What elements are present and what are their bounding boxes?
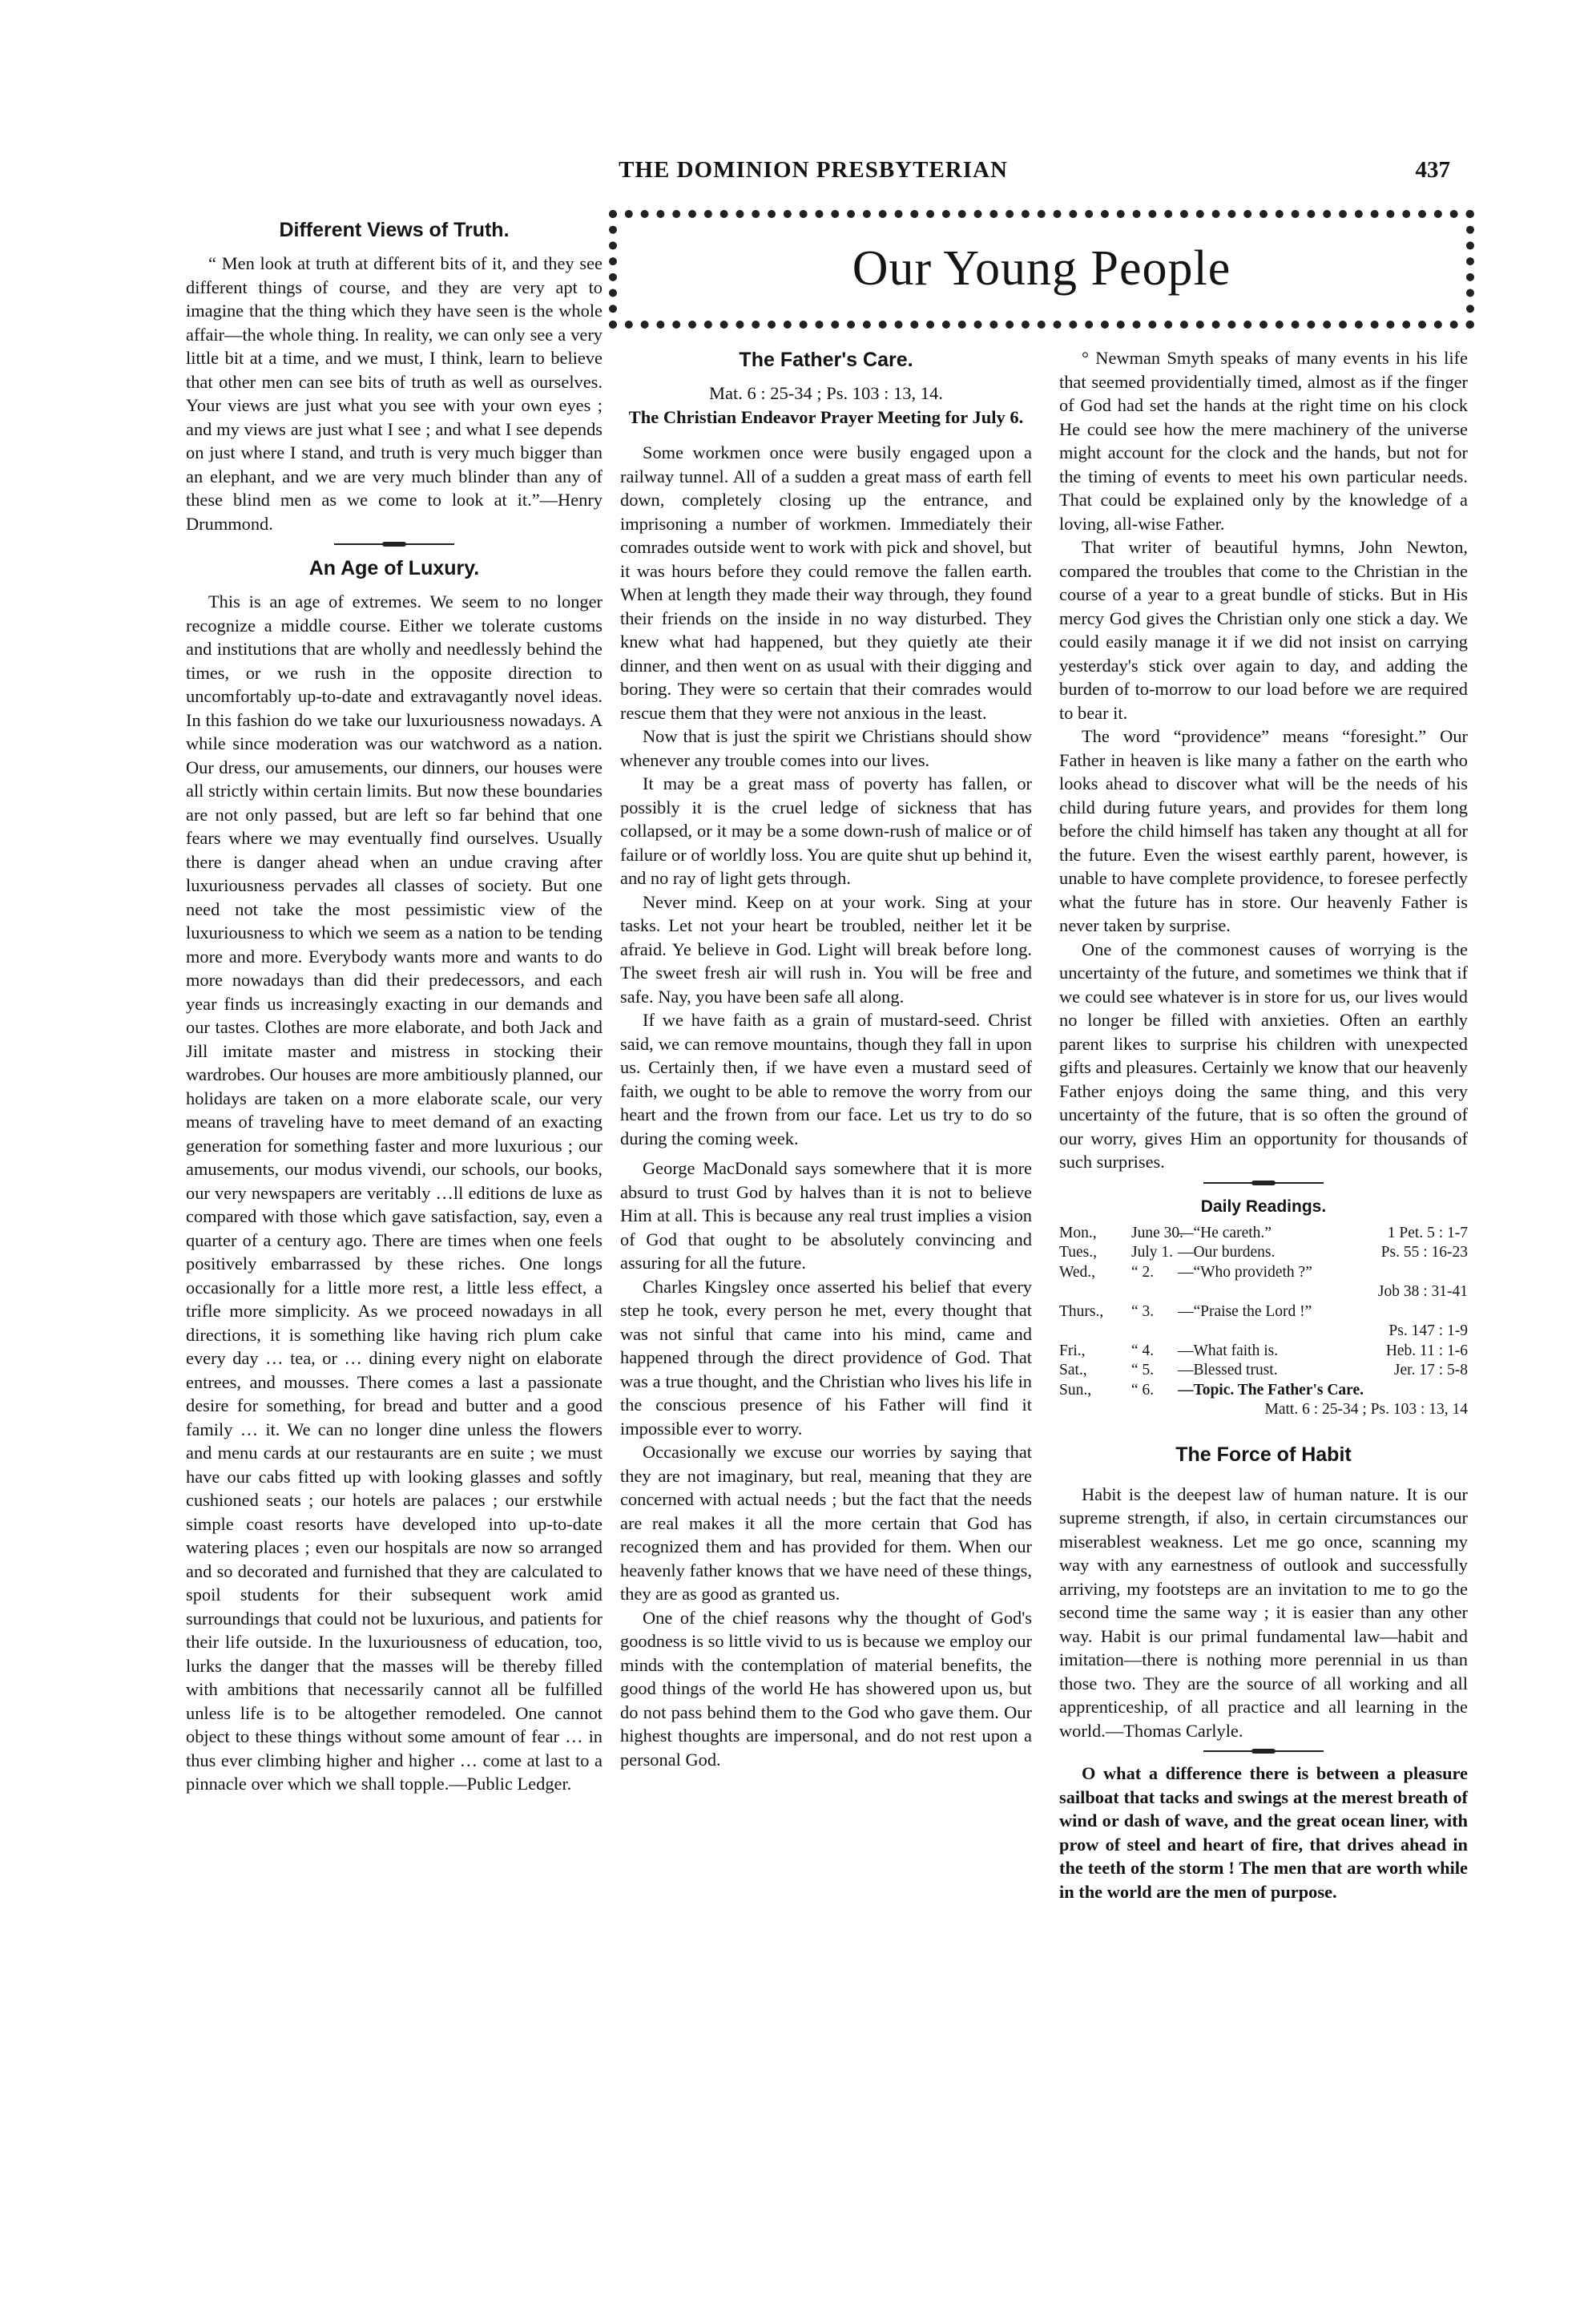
- reading-date: July 1.: [1131, 1244, 1174, 1261]
- reading-date: “ 4.: [1131, 1342, 1155, 1359]
- page-number: 437: [1415, 157, 1450, 183]
- divider-ornament: [1251, 1749, 1276, 1754]
- paragraph: One of the commonest causes of worrying is the uncertainty of the future, and sometimes we think that if we could see whatever is in store for us, our lives would no longer be filled with anxieties. Often an earthly parent likes to surprise his children with unexpected gifts and pleasures. Certainly we know that our heavenly Father enjoys doing the same thing, and this very uncertainty of the future, that is so often the ground of our worry, gives Him an opportunity for thousands of such surprises.: [1059, 938, 1468, 1172]
- reading-day: Sat.,: [1059, 1362, 1087, 1378]
- reading-row: [1059, 1302, 1468, 1322]
- reading-reference: Heb. 11 : 1-6: [1385, 1342, 1468, 1359]
- section-divider: [1203, 1750, 1324, 1752]
- paragraph: Some workmen once were busily engaged upon a railway tunnel. All of a sudden a great mass of earth fell down, completely closing up the entrance, and imprisoning a number of workmen. Immediately their comrades outside went to work with pick and shovel, but it was hours before they could remove the fallen earth. When at length they made their way through, they found their friends on the inside in no way disturbed. They knew what had happened, but they quietly ate their dinner, and then went on as usual with their digging and boring. They were so certain that their comrades would rescue them that they were not anxious in the least.: [620, 442, 1032, 723]
- reading-reference: Job 38 : 31-41: [1377, 1283, 1468, 1300]
- readings-title: Daily Readings.: [1200, 1197, 1327, 1216]
- reading-date: “ 5.: [1131, 1362, 1155, 1378]
- reading-title: —“Who provideth ?”: [1178, 1263, 1312, 1281]
- paragraph: It may be a great mass of poverty has fallen, or possibly it is the cruel ledge of sickness that has collapsed, or it may be a some down-rush of malice or of failure or of worldly loss. You are quite shut up behind it, and no ray of light gets through.: [620, 773, 1032, 888]
- reading-title: —What faith is.: [1178, 1342, 1279, 1359]
- article-body-age-of-luxury: This is an age of extremes. We seem to no longer recognize a middle course. Either we tolerate customs and institutions that are wholly and needlessly behind the times, or we rush in the opposite direction to uncomfortably up-to-date and extravagantly novel ideas. In this fashion do we take our luxuriousness nowadays. A while since moderation was our watchword as a nation. Our dress, our amusements, our dinners, our houses were all strictly within certain limits. But now these boundaries are not only passed, but are left so far behind that one fears where we may eventually find ourselves. Usually there is danger ahead when an undue craving after luxuriousness pervades all classes of society. But one need not take the most pessimistic view of the luxuriousness to which we seem as a nation to be tending more and more. Everybody wants more and wants to do more nowadays than did their predecessors, and each year finds us increasingly exacting in our demands and our tastes. Clothes are more elaborate, and both Jack and Jill imitate master and mistress in stocking their wardrobes. Our houses are more ambitiously planned, our holidays are taken on a more elaborate scale, our very means of traveling have to meet demand of an exacting generation for something faster and more luxurious ; our amusements, our modus vivendi, our schools, our books, our very newspapers are veritably …ll editions de luxe as compared with those which gave satisfaction, say, even a quarter of a century ago. There are times when one feels positively embarrassed by these riches. One longs occasionally for a little more rest, a little less effect, a trifle more simplicity. As we proceed nowadays in all directions, it is something like having rich plum cake every day … tea, or … dining every night on elaborate entrees, and mousses. There comes a last a passionate desire for something, for bread and butter and a good family … it. We can no longer dine unless the flowers and menu cards at our restaurants are en suite ; we must have our cabs fitted up with looking glasses and softly cushioned seats ; our hotels are palaces ; our erstwhile simple coast resorts have developed into up-to-date watering places ; even our hospitals are now so arranged and so decorated and furnished that they are calculated to spoil students for their subsequent work amid surroundings that could not be luxurious, and patients for their life outside. In the luxuriousness of education, too, lurks the danger that the masses will be thereby filled with ambitions that necessarily cannot all be fulfilled unless life is to be altogether remodeled. One cannot object to these things without some amount of fear … in thus ever climbing higher and higher … come at last to a pinnacle over which we shall topple.—Public Ledger.: [186, 591, 603, 1794]
- section-banner: [609, 210, 1474, 329]
- reading-row: [1059, 1381, 1468, 1401]
- reading-day: Mon.,: [1059, 1224, 1097, 1241]
- reading-title: —Topic. The Father's Care.: [1178, 1381, 1364, 1399]
- paragraph: Occasionally we excuse our worries by saying that they are not imaginary, but real, meaning that they are concerned with actual needs ; but the fact that the needs are real makes it all the more certain that God has recognized them and has provided for them. When our heavenly father knows that we have need of these things, they are as good as granted us.: [620, 1442, 1032, 1604]
- paragraph: Charles Kingsley once asserted his belief that every step he took, every person he met, every thought that was not sinful that came into his mind, came and happened through the direct providence of God. That was a true thought, and the Christian who lives his life in the conscious presence of his Father will find it impossible ever to worry.: [620, 1276, 1032, 1439]
- running-title: THE DOMINION PRESBYTERIAN: [619, 157, 1008, 183]
- paragraph: One of the chief reasons why the thought of God's goodness is so little vivid to us is because we employ our minds with the contemplation of material benefits, the good things of the world He has showered upon us, but do not pass behind them to the God who gave them. Our highest thoughts are impersonal, and do not rest upon a personal God.: [620, 1607, 1032, 1770]
- reading-day: Tues.,: [1059, 1244, 1097, 1261]
- scripture-reference: Mat. 6 : 25-34 ; Ps. 103 : 13, 14.: [709, 383, 943, 403]
- reading-reference: 1 Pet. 5 : 1-7: [1387, 1224, 1468, 1241]
- paragraph: The word “providence” means “foresight.” Our Father in heaven is like many a father on the earth who looks ahead to discover what will be the needs of his child during future years, and provides for them long before the child himself has taken any thought at all for the future. Even the wisest earthly parent, however, is unable to have complete providence, to foresee perfectly what the future has in store. Our heavenly Father is never taken by surprise.: [1059, 726, 1468, 935]
- column-right: [1059, 346, 1468, 1903]
- banner-title: Our Young People: [852, 241, 1231, 296]
- meeting-subtitle: The Christian Endeavor Prayer Meeting for July 6.: [628, 407, 1024, 427]
- article-title-fathers-care: The Father's Care.: [739, 349, 913, 371]
- reading-row: [1059, 1342, 1468, 1362]
- article-body-force-of-habit: Habit is the deepest law of human nature. It is our supreme strength, if also, in certain circumstances our miserablest weakness. Let me go once, scanning my way with any earnestness of outlook and successfully arriving, my footsteps are an invitation to me to go the second time the same way ; it is easier than any other way. Habit is our primal fundamental law—habit and imitation—there is nothing more perennial in us than those two. They are the source of all working and all apprenticeship, of all practice and all learning in the world.—Thomas Carlyle.: [1059, 1483, 1468, 1741]
- reading-day: Sun.,: [1059, 1381, 1092, 1399]
- reading-row: [1059, 1224, 1468, 1244]
- reading-title: —“Praise the Lord !”: [1178, 1302, 1312, 1320]
- reading-reference: Ps. 147 : 1-9: [1388, 1322, 1468, 1339]
- column-middle: [620, 346, 1032, 1771]
- reading-title: —Our burdens.: [1178, 1244, 1276, 1261]
- article-title-age-of-luxury: An Age of Luxury.: [308, 557, 480, 579]
- reading-date: “ 6.: [1131, 1381, 1155, 1399]
- divider-ornament: [382, 542, 406, 547]
- article-title-force-of-habit: The Force of Habit: [1175, 1443, 1352, 1466]
- reading-date: “ 2.: [1131, 1263, 1155, 1281]
- reading-day: Thurs.,: [1059, 1302, 1104, 1320]
- reading-date: “ 3.: [1131, 1302, 1155, 1320]
- paragraph: George MacDonald says somewhere that it is more absurd to trust God by halves than it is not to believe Him at all. This is because any real trust implies a vision of God that ought to be absolutely convincing and assuring for all the future.: [620, 1158, 1032, 1273]
- divider-ornament: [1251, 1181, 1276, 1185]
- reading-date: June 30.: [1131, 1224, 1183, 1241]
- paragraph: If we have faith as a grain of mustard-seed. Christ said, we can remove mountains, though they fall in upon us. Certainly then, if we have even a mustard seed of faith, we ought to be able to remove the worry from our heart and the frown from our face. Let us try to do so during the coming week.: [620, 1010, 1032, 1148]
- paragraph: That writer of beautiful hymns, John Newton, compared the troubles that come to the Christian in the course of a year to a great bundle of sticks. But in His mercy God gives the Christian only one stick a day. We could easily manage it if we did not insist on carrying yesterday's stick over again to day, and adding the burden of to-morrow to our load before we are required to bear it.: [1059, 537, 1468, 723]
- reading-row: [1059, 1243, 1468, 1263]
- reading-row: [1059, 1263, 1468, 1283]
- reading-reference: Matt. 6 : 25-34 ; Ps. 103 : 13, 14: [1264, 1401, 1468, 1418]
- reading-title: —“He careth.”: [1178, 1224, 1272, 1241]
- daily-readings-table: [1059, 1224, 1468, 1420]
- article-title-views-of-truth: Different Views of Truth.: [279, 219, 510, 241]
- paragraph: ° Newman Smyth speaks of many events in his life that seemed providentially timed, almost as if the finger of God had set the hands at the right time on his clock He could see how the mere machinery of the universe might account for the clock and the hands, but not for the timing of events to meet his own particular needs. That could be explained only by the knowledge of a loving, all-wise Father.: [1059, 348, 1468, 534]
- paragraph: Never mind. Keep on at your work. Sing at your tasks. Let not your heart be troubled, neither let it be afraid. Ye believe in God. Light will break before long. The sweet fresh air will rush in. You will be free and safe. Nay, you have been safe all along.: [620, 891, 1032, 1007]
- section-divider: [1203, 1182, 1324, 1184]
- reading-reference: Ps. 55 : 16-23: [1380, 1244, 1468, 1261]
- reading-reference: Jer. 17 : 5-8: [1393, 1362, 1468, 1378]
- reading-day: Wed.,: [1059, 1263, 1095, 1281]
- column-left: [186, 216, 603, 1796]
- reading-title: —Blessed trust.: [1178, 1362, 1278, 1378]
- reading-day: Fri.,: [1059, 1342, 1086, 1359]
- paragraph: Now that is just the spirit we Christians should show whenever any trouble comes into our lives.: [620, 726, 1032, 770]
- section-divider: [334, 543, 454, 545]
- reading-row: [1059, 1361, 1468, 1381]
- article-body-views-of-truth: “ Men look at truth at different bits of it, and they see different things of course, and they are very apt to imagine that the thing which they have seen is the whole affair—the whole thing. In reality, we can only see a very little bit at a time, and we must, I think, learn to believe that other men can see bits of truth as well as ourselves. Your views are just what you see with your own eyes ; and my views are just what I see ; and what I see depends on just where I stand, and truth is very much bigger than an elephant, and we are very much blinder than any of these blind men as we come to look at it.”—Henry Drummond.: [186, 253, 603, 534]
- closing-paragraph: O what a difference there is between a pleasure sailboat that tacks and swings at the merest breath of wind or dash of wave, and the great ocean liner, with prow of steel and heart of fire, that drives ahead in the teeth of the storm ! The men that are worth while in the world are the men of purpose.: [1059, 1763, 1468, 1902]
